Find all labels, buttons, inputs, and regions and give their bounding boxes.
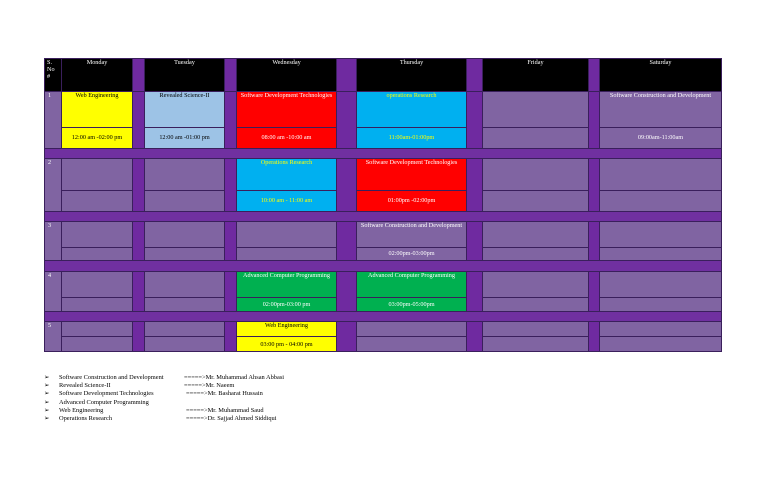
- day-header-wednesday: Wednesday: [237, 59, 337, 92]
- cell-empty: [483, 247, 589, 261]
- cell-time: 11:00am-01:00pm: [357, 127, 467, 148]
- arrow-bullet-icon: ➢: [44, 374, 50, 381]
- cell-time: 09:00am-11:00am: [600, 127, 722, 148]
- cell-empty: [62, 271, 133, 297]
- cell-subject: Revealed Science-II: [145, 91, 225, 127]
- cell-empty: [483, 222, 589, 247]
- cell-empty: [145, 222, 225, 247]
- cell-empty: [600, 337, 722, 352]
- cell-time: 12:00 am -01:00 pm: [145, 127, 225, 148]
- cell-empty: [145, 337, 225, 352]
- table-row: [45, 91, 722, 127]
- cell-empty: [483, 91, 589, 127]
- cell-time: 12:00 am -02:00 pm: [62, 127, 133, 148]
- row-number: 3: [45, 222, 62, 261]
- table-row: [45, 322, 722, 337]
- table-row: [45, 247, 722, 261]
- cell-time: 02:00pm-03:00pm: [357, 247, 467, 261]
- legend-subject: Operations Research: [59, 414, 113, 422]
- arrow-bullet-icon: ➢: [44, 398, 50, 406]
- cell-time: 03:00pm-05:00pm: [357, 298, 467, 312]
- cell-empty: [62, 190, 133, 211]
- cell-empty: [600, 247, 722, 261]
- timetable: [44, 58, 722, 352]
- legend-teacher: =====>Mr. Muhammad Ahsan Abbasi: [184, 374, 285, 381]
- arrow-bullet-icon: ➢: [44, 414, 50, 422]
- cell-time: 01:00pm -02:00pm: [357, 190, 467, 211]
- arrow-bullet-icon: ➢: [44, 406, 50, 414]
- day-header-saturday: Saturday: [600, 59, 722, 92]
- row-number: 1: [45, 91, 62, 148]
- table-row: [45, 271, 722, 297]
- table-row: [45, 127, 722, 148]
- cell-empty: [483, 337, 589, 352]
- cell-empty: [145, 159, 225, 191]
- table-row: [45, 337, 722, 352]
- legend-teacher: =====>Mr. Naeem: [184, 382, 235, 390]
- legend-subject: Software Development Technologies: [59, 390, 154, 398]
- cell-empty: [62, 222, 133, 247]
- cell-empty: [600, 322, 722, 337]
- cell-empty: [483, 127, 589, 148]
- cell-subject: Software Development Technologies: [237, 91, 337, 127]
- legend-subject: Advanced Computer Programming: [59, 398, 149, 406]
- header-row: [45, 59, 722, 92]
- cell-subject: Advanced Computer Programming: [357, 271, 467, 297]
- legend-subject: Web Engineering: [59, 406, 104, 414]
- cell-empty: [237, 222, 337, 247]
- table-row: [45, 190, 722, 211]
- cell-subject: Software Construction and Development: [357, 222, 467, 247]
- cell-empty: [145, 247, 225, 261]
- cell-empty: [62, 159, 133, 191]
- cell-time: 03:00 pm - 04:00 pm: [237, 337, 337, 352]
- cell-empty: [600, 271, 722, 297]
- cell-subject: Operations Research: [237, 159, 337, 191]
- cell-empty: [483, 190, 589, 211]
- day-header-monday: Monday: [62, 59, 133, 92]
- cell-subject: Software Construction and Development: [600, 91, 722, 127]
- legend-teacher: =====>Mr. Basharat Hussain: [186, 390, 263, 398]
- legend-teacher: =====>Dr. Sajjad Ahmed Siddiqui: [186, 414, 277, 422]
- cell-empty: [62, 247, 133, 261]
- cell-time: 10:00 am - 11:00 am: [237, 190, 337, 211]
- sno-header: S. No #: [45, 59, 62, 92]
- cell-time: 08:00 am -10:00 am: [237, 127, 337, 148]
- cell-empty: [145, 271, 225, 297]
- table-row: [45, 159, 722, 191]
- cell-subject: Software Development Technologies: [357, 159, 467, 191]
- cell-empty: [62, 298, 133, 312]
- cell-subject: Web Engineering: [62, 91, 133, 127]
- cell-empty: [600, 159, 722, 191]
- cell-subject: operations Research: [357, 91, 467, 127]
- cell-subject: Advanced Computer Programming: [237, 271, 337, 297]
- cell-empty: [483, 298, 589, 312]
- row-number: 5: [45, 322, 62, 352]
- cell-empty: [600, 222, 722, 247]
- row-number: 4: [45, 271, 62, 311]
- cell-subject: Web Engineering: [237, 322, 337, 337]
- arrow-bullet-icon: ➢: [44, 382, 50, 390]
- cell-empty: [62, 337, 133, 352]
- day-header-tuesday: Tuesday: [145, 59, 225, 92]
- legend-subject: Software Construction and Development: [59, 374, 164, 381]
- cell-empty: [145, 190, 225, 211]
- cell-empty: [62, 322, 133, 337]
- cell-empty: [600, 190, 722, 211]
- day-header-friday: Friday: [483, 59, 589, 92]
- cell-empty: [483, 159, 589, 191]
- cell-empty: [145, 322, 225, 337]
- legend-subject: Revealed Science-II: [59, 382, 111, 390]
- cell-empty: [357, 337, 467, 352]
- cell-empty: [145, 298, 225, 312]
- table-row: [45, 298, 722, 312]
- cell-empty: [483, 271, 589, 297]
- cell-empty: [600, 298, 722, 312]
- cell-time: 02:00pm-03:00 pm: [237, 298, 337, 312]
- arrow-bullet-icon: ➢: [44, 390, 50, 398]
- table-row: [45, 222, 722, 247]
- cell-empty: [483, 322, 589, 337]
- row-number: 2: [45, 159, 62, 212]
- day-header-thursday: Thursday: [357, 59, 467, 92]
- cell-empty: [357, 322, 467, 337]
- cell-empty: [237, 247, 337, 261]
- legend-teacher: =====>Mr. Muhammad Saud: [186, 406, 264, 414]
